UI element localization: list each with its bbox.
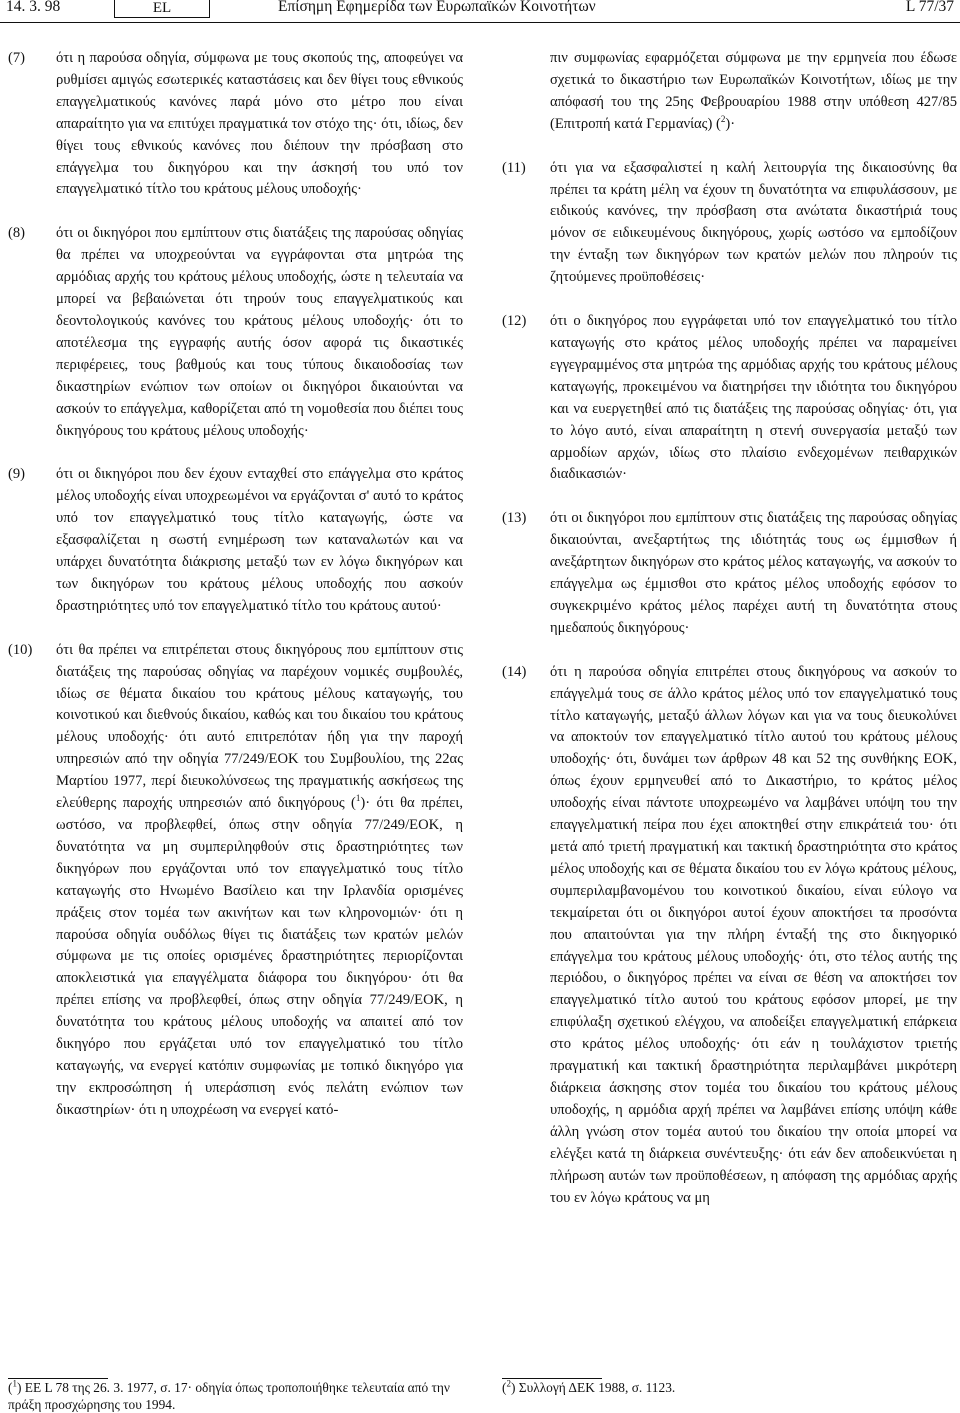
continuation-text: )· (725, 115, 736, 132)
recital-number: (11) (502, 159, 526, 176)
header-rule (0, 22, 960, 23)
footnote-mark: 2 (506, 1378, 511, 1389)
journal-title: Επίσημη Εφημερίδα των Ευρωπαϊκών Κοινοτήτων (278, 0, 596, 15)
recital-text: ότι η παρούσα οδηγία, σύμφωνα με τους σκοπούς της, αποφεύγει να ρυθμίσει αμιγώς εσωτερικές καταστάσεις και δεν θίγει τους εθνικούς επαγγελματικούς κανόνες παρά μόνο στο μέτρο που είναι απαραίτητο για να επιτύχει πραγματικά τον στόχο της· ότι, ιδίως, δεν θίγει τους εθνικούς κανόνες που διέπουν την πρόσβαση στο επάγγελμα του δικηγόρου και την άσκησή του υπό τον επαγγελματικό τίτλο του κράτους μέλους υποδοχής· (56, 50, 463, 198)
recital-9 (8, 464, 463, 617)
footnote-rule (502, 1378, 602, 1379)
footnote-text: ) ΕΕ L 78 της 26. 3. 1977, σ. 17· οδηγία όπως τροποποιήθηκε τελευταία από την πράξη προσχώρησης του 1994. (8, 1380, 450, 1412)
recital-10 (8, 640, 463, 1122)
language-badge: EL (114, 0, 210, 18)
recital-number: (9) (8, 466, 26, 483)
page-header (0, 0, 960, 22)
recital-8 (8, 223, 463, 442)
recital-13 (502, 508, 957, 639)
footnote-reference: 1 (355, 793, 361, 804)
recital-number: (7) (8, 50, 26, 66)
recital-text (56, 640, 463, 1122)
recital-text: ότι οι δικηγόροι που δεν έχουν ενταχθεί στο επάγγελμα στο κράτος μέλος υποδοχής είναι υποχρεωμένοι να εργάζονται σ' αυτό το κράτος υπό τον επαγγελματικό τους τίτλο καταγωγής, ώστε να εξασφαλίζεται η σωστή ενημέρωση των καταναλωτών και να υπάρχει δυνατότητα διάκρισης μεταξύ των εν λόγω δικηγόρων και των δικηγόρων του κράτους μέλους υποδοχής που ασκούν δραστηριότητες υπό τον επαγγελματικό τίτλο του κράτους αυτού· (56, 466, 463, 614)
recital-number: (12) (502, 313, 527, 330)
footnote-rule (8, 1378, 108, 1379)
recital-text: ότι η παρούσα οδηγία επιτρέπει στους δικηγόρους να ασκούν το επάγγελμά τους σε άλλο κράτος μέλος υπό τον επαγγελματικό τους τίτλο καταγωγής, μεταξύ άλλων λόγων και για να τους διευκολύνει να αποκτούν τον επαγγελματικό τίτλο αυτού του κράτους μέλους υποδοχής· ότι, δυνάμει των άρθρων 48 και 52 της συνθήκης ΕΟΚ, όπως έχουν ερμηνευθεί από το Δικαστήριο, το κράτος μέλος υποδοχής είναι πάντοτε υποχρεωμένο να λαμβάνει υπόψη του την επαγγελματική πείρα που έχει αποκτηθεί στην επικράτειά του· ότι μετά από τριετή πραγματική και τακτική δραστηριότητα στο κράτος μέλος υποδοχής και σε θέματα δικαίου του εν λόγω κράτους μέλους, συμπεριλαμβανομένου του κοινοτικού δικαίου, είναι εύλογο να τεκμαίρεται ότι οι δικηγόροι αυτοί έχουν αποκτήσει τα προσόντα που απαιτούνται για την πλήρη ένταξή της στο δικηγορικό επάγγελμα του κράτους μέλους υποδοχής· ότι, στο τέλος αυτής της περιόδου, ο δικηγόρος πρέπει να είναι σε θέση να αποκτήσει τον επαγγελματικό τίτλο αυτού του κράτους εφόσον μπορεί, με την επιφύλαξη σχετικού ελέγχου, να αποδείξει επαγγελματική επάρκεια στο κράτος μέλος υποδοχής· ότι εάν η τουλάχιστον τριετής πραγματική και τακτική δραστηριότητα περιλαμβάνει μικρότερη διάρκεια άσκησης στον τομέα του δικαίου του κράτους μέλους υποδοχής, η αρμόδια αρχή πρέπει να λαμβάνει επίσης υπόψη κάθε άλλη γνώση στον τομέα αυτού του δικαίου την οποία μπορεί να ελέγξει κατά τη διάρκεια συνέντευξης· ότι εάν δεν αποδεικνύεται η πλήρωση αυτών των προϋποθέσεων, η απόφαση της αρμόδιας αρχής του εν λόγω κράτους να μη (550, 663, 957, 1206)
left-column (8, 48, 463, 1144)
recital-text: ότι ο δικηγόρος που εγγράφεται υπό τον επαγγελματικό του τίτλο καταγωγής στο κράτος μέλος υποδοχής πρέπει να παραμείνει εγγεγραμμένος στα μητρώα της αρμόδιας αρχής του κράτους μέλους καταγωγής, προκειμένου να διατηρήσει την ιδιότητα του δικηγόρου και να ευεργετηθεί από τις διατάξεις της παρούσας οδηγίας· ότι, για το λόγο αυτό, είναι απαραίτητη η στενή συνεργασία μεταξύ των αρμοδίων αρχών, ιδίως στο πλαίσιο ενδεχομένων πειθαρχικών διαδικασιών· (550, 313, 957, 483)
recital-text: ότι οι δικηγόροι που εμπίπτουν στις διατάξεις της παρούσας οδηγίας δικαιούνται, ανεξαρτήτως της ιδιότητάς τους ως έμμισθων ή ανεξάρτητων δικηγόρων στο κράτος μέλος καταγωγής, να ασκούν το επάγγελμα ως έμμισθοι στο κράτος μέλος υποδοχής εφόσον το συγκεκριμένο κράτος μέλος παρέχει αυτή τη δυνατότητα στους ημεδαπούς δικηγόρους· (550, 510, 957, 636)
footnote-reference: 2 (720, 113, 726, 124)
footnote-mark: 1 (12, 1378, 17, 1389)
recital-11 (502, 158, 957, 289)
recital-text: ότι για να εξασφαλιστεί η καλή λειτουργία της δικαιοσύνης θα πρέπει τα κράτη μέλη να έχουν τη δυνατότητα να επιφυλάσσουν, με ειδικούς κανόνες, την πρόσβαση στα ανώτατα δικαστήριά τους μόνον σε ειδικευμένους δικηγόρους, χωρίς ωστόσο να εμποδίζουν την ένταξη των δικηγόρων των κρατών μελών που πληρούν τις ζητούμενες προϋποθέσεις· (550, 159, 957, 286)
page-number: L 77/37 (905, 0, 954, 15)
recital-number: (10) (8, 641, 33, 658)
recital-7 (8, 48, 463, 201)
issue-date: 14. 3. 98 (6, 0, 61, 15)
recital-text-part: )· ότι θα πρέπει, ωστόσο, να προβλεφθεί, όπως στην οδηγία 77/249/ΕΟΚ, η δυνατότητα να μη συμπεριληφθούν στις δραστηριότητες των δικηγόρων που εργάζονται υπό τον επαγγελματικό τους τίτλο καταγωγής στο Ηνωμένο Βασίλειο και την Ιρλανδία ορισμένες πράξεις στον τομέα των ακινήτων και των κληρονομιών· ότι η παρούσα οδηγία ουδόλως θίγει τις διατάξεις των κρατών μελών σύμφωνα με τις οποίες ορισμένες δραστηριότητες περιορίζονται αποκλειστικά για επαγγέλματα διάφορα του δικηγόρου· ότι θα πρέπει επίσης να προβλεφθεί, όπως στην οδηγία 77/249/ΕΟΚ, η δυνατότητα του κράτους μέλους υποδοχής να απαιτεί από τον δικηγόρο που εργάζεται υπό τον επαγγελματικό του τίτλο καταγωγής, να ενεργεί κατόπιν συμφωνίας με τοπικό δικηγόρο για την εκπροσώπηση ή υπεράσπιση ενός πελάτη ενώπιον των δικαστηρίων· ότι η υποχρέωση να ενεργεί κατό- (56, 795, 463, 1118)
recital-number: (14) (502, 663, 527, 680)
recital-text: ότι οι δικηγόροι που εμπίπτουν στις διατάξεις της παρούσας οδηγίας θα πρέπει να υποχρεούνται να εγγράφονται στα μητρώα της αρμόδιας αρχής του κράτους μέλους υποδοχής, ώστε η τελευταία να μπορεί να βεβαιώνεται ότι τηρούν τους επαγγελματικούς και δεοντολογικούς κανόνες του κράτους μέλους υποδοχής· ότι το αποτέλεσμα της εγγραφής αυτής όσον αφορά τις δικαστικές περιφέρειες, τους βαθμούς και τους τύπους δικαιοδοσίας των δικαστηρίων ενώπιον των οποίων οι δικηγόροι δικαιούνται να ασκούν το επάγγελμα, καθορίζεται από τη νομοθεσία που διέπει τους δικηγόρους του κράτους μέλους υποδοχής· (56, 225, 463, 439)
recital-text-part: ότι θα πρέπει να επιτρέπεται στους δικηγόρους που εμπίπτουν στις διατάξεις της παρούσας οδηγίας να παρέχουν νομικές συμβουλές, ιδίως σε θέματα δικαίου του κράτους μέλους καταγωγής, του κοινοτικού και διεθνούς δικαίου, καθώς και του δικαίου του κράτους μέλους υποδοχής· ότι αυτό επιτρεπόταν ήδη για την παροχή υπηρεσιών από την οδηγία 77/249/ΕΟΚ του Συμβουλίου, της 22ας Μαρτίου 1977, περί διευκολύνσεως της πραγματικής ασκήσεως της ελεύθερης παροχής υπηρεσιών από δικηγόρους ( (56, 641, 463, 812)
recital-12 (502, 311, 957, 486)
right-column (502, 48, 957, 1231)
footnote-text: ) Συλλογή ΔΕΚ 1988, σ. 1123. (510, 1380, 676, 1395)
continuation-text: πιν συμφωνίας εφαρμόζεται σύμφωνα με την ερμηνεία που έδωσε σχετικά το δικαστήριο των Ευρωπαϊκών Κοινοτήτων, ιδίως με την απόφασή του της 25ης Φεβρουαρίου 1988 στην υπόθεση 427/85 (Επιτροπή κατά Γερμανίας) ( (550, 50, 957, 132)
recital-number: (13) (502, 510, 527, 527)
footnote-1: ($^1$) ΕΕ L 78 της 26. 3. 1977, σ. 17· οδηγία όπως τροποποιήθηκε τελευταία από την πράξη προσχώρησης του 1994. (8, 1378, 450, 1412)
recital-number: (8) (8, 225, 26, 242)
recital-14 (502, 662, 957, 1210)
footnote-2: ($^2$) Συλλογή ΔΕΚ 1988, σ. 1123. (502, 1378, 676, 1395)
recital-10-continuation (550, 48, 957, 136)
